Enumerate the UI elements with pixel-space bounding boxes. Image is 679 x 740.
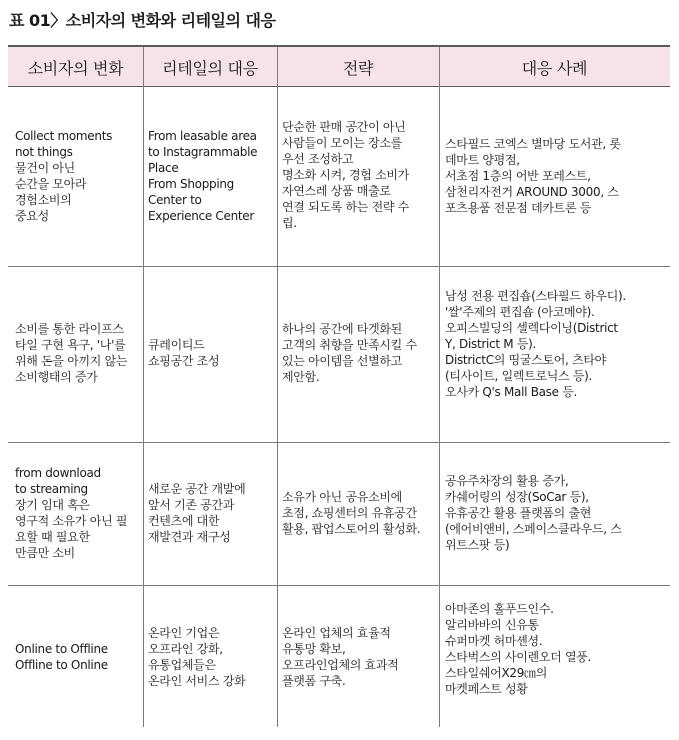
table-cell: 소비를 통한 라이프스 타일 구현 욕구, '나'를 위해 돈을 아끼지 않는 소비행태의 증가: [15, 322, 128, 384]
header-cases: 대응 사례: [521, 58, 588, 78]
column-divider: [277, 47, 278, 727]
table-cell: 단순한 판매 공간이 아닌 사람들이 모이는 장소를 우선 조성하고 명소화 시켜, 경험 소비가 자연스레 상품 매출로 연결 되도록 하는 전략 수 립.: [282, 120, 409, 230]
column-divider: [143, 47, 144, 727]
table-cell: From leasable area to Instagrammable Place From Shopping Center to Experience Center: [148, 129, 258, 223]
table-cell: 소유가 아닌 공유소비에 초점, 쇼핑센터의 유휴공간 활용, 팝업스토어의 활성화.: [282, 490, 421, 536]
column-divider: [439, 47, 440, 727]
header-retail-response: 리테일의 대응: [162, 58, 258, 78]
table-cell: 스타필드 코엑스 별마당 도서관, 롯 데마트 양평점, 서초점 1층의 어반 포레스트, 삼천리자전거 AROUND 3000, 스 포츠용품 전문점 데카트론 등: [445, 137, 621, 215]
comparison-table: [8, 45, 670, 732]
table-header-row: [8, 45, 670, 87]
table-cell: 아마존의 홀푸드인수. 알리바바의 신유통 슈퍼마켓 허마셴셩. 스타벅스의 사이렌오더 열풍. 스타일쉐어X29㎝의 마켓페스트 성황: [445, 602, 592, 696]
table-cell: Collect moments not things 물건이 아닌 순간을 모아라 경험소비의 중요성: [15, 129, 113, 223]
row-divider: [8, 266, 670, 267]
table-cell: 공유주차장의 활용 증가, 카쉐어링의 성장(SoCar 등), 유휴공간 활용 플랫폼의 출현 (에어비앤비, 스페이스클라우드, 스 위트스팟 등): [445, 474, 622, 552]
header-consumer-change: 소비자의 변화: [27, 58, 124, 78]
table-cell: 남성 전용 편집숍(스타필드 하우디). '쌀'주제의 편집숍 (아코메야). 오피스빌딩의 셀렉다이닝(District Y, District M 등). DistrictC의 띵굴스토어, 츠타야 (티사이트, 일렉트로닉스 등). 오사카 Q's Mall Base 등.: [445, 289, 626, 399]
table-cell: 큐레이티드 쇼핑공간 조성: [148, 338, 220, 368]
table-cell: from download to streaming 장기 임대 혹은 영구적 소유가 아닌 필 요할 때 필요한 만큼만 소비: [15, 466, 128, 560]
table-cell: 새로운 공간 개발에 앞서 기존 공간과 컨텐츠에 대한 재발견과 재구성: [148, 482, 246, 544]
table-cell: 하나의 공간에 타겟화된 고객의 취향을 만족시킬 수 있는 아이템을 선별하고 제안함.: [282, 322, 417, 384]
table-cell: 온라인 기업은 오프라인 강화, 유통업체들은 온라인 서비스 강화: [148, 626, 246, 688]
table-cell: 온라인 업체의 효율적 유통망 확보, 오프라인업체의 효과적 플랫폼 구축.: [282, 626, 399, 688]
row-divider: [8, 442, 670, 443]
row-divider: [8, 585, 670, 586]
header-strategy: 전략: [342, 58, 374, 78]
table-title: 표 01〉소비자의 변화와 리테일의 대응: [9, 11, 276, 30]
table-cell: Online to Offline Offline to Online: [15, 642, 108, 672]
